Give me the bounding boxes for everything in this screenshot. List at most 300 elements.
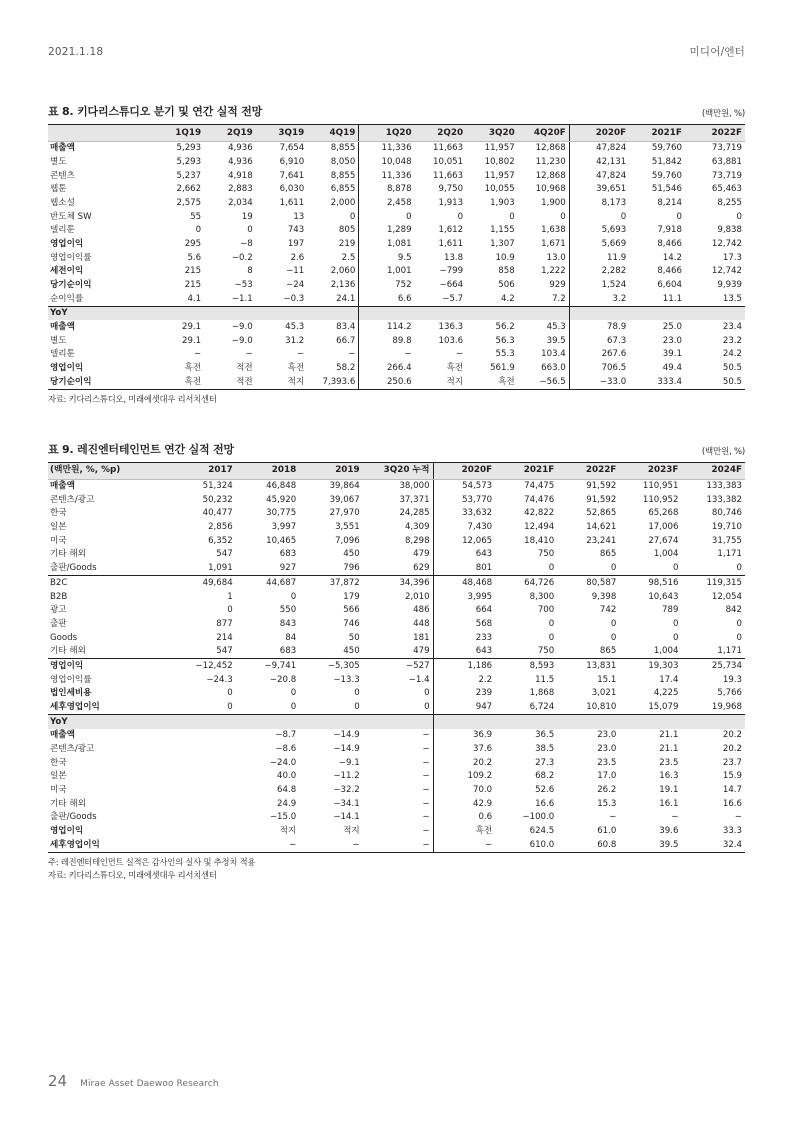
table-cell: 59,760 — [651, 143, 682, 154]
table-cell: 2.2 — [433, 673, 495, 687]
col-header: 4Q20F — [518, 125, 570, 142]
table-cell: 적지 — [279, 825, 297, 836]
table-cell: 1,611 — [438, 239, 464, 250]
table8-head — [48, 125, 745, 142]
table-cell: − — [363, 838, 433, 852]
table-cell: 19 — [241, 211, 253, 222]
table-cell: 91,592 — [586, 494, 617, 505]
table-cell: 48,468 — [433, 576, 495, 590]
table-cell: 5,293 — [176, 143, 202, 154]
table-cell: 4.1 — [187, 293, 202, 304]
table-cell: 27,970 — [329, 508, 360, 519]
table-cell: 20.2 — [722, 743, 742, 754]
table-cell: 2,034 — [228, 198, 253, 208]
table-row — [48, 334, 745, 348]
table-cell: 73,719 — [711, 170, 742, 181]
col-header: 2021F — [495, 462, 557, 479]
table-cell: 865 — [557, 645, 619, 659]
table-cell: 적지 — [256, 375, 308, 389]
table-cell: 10,055 — [484, 184, 515, 195]
table-cell: 13.8 — [443, 252, 464, 263]
table-cell: 70.0 — [433, 783, 495, 797]
table-row — [48, 617, 745, 631]
table-cell: 19.1 — [659, 784, 679, 795]
row-label: 당기순이익 — [50, 280, 92, 291]
table-cell: 2,662 — [176, 184, 202, 195]
table-cell: 1,004 — [619, 645, 681, 659]
table9-header-row — [48, 462, 745, 479]
row-label: 웹소설 — [50, 198, 75, 208]
table-cell: 7,641 — [279, 170, 305, 181]
table-cell: 13.0 — [546, 252, 566, 263]
table-row — [48, 590, 745, 604]
table-cell: 19.3 — [722, 674, 742, 685]
table-cell — [172, 756, 235, 770]
table-cell: 23.2 — [722, 335, 742, 346]
table-cell: 16.6 — [535, 798, 555, 809]
table-cell: 1,524 — [569, 278, 629, 292]
table-cell: 333.4 — [629, 375, 685, 389]
table-cell: 9,750 — [438, 184, 464, 195]
table8-block — [48, 103, 745, 405]
table-cell: 8,173 — [569, 196, 629, 210]
table-cell: −5,305 — [327, 660, 360, 671]
row-label: 한국 — [50, 508, 67, 519]
row-label: 매출액 — [50, 481, 75, 492]
table-cell: 0 — [672, 618, 679, 629]
table-cell: 110,952 — [642, 494, 679, 505]
table-cell: 109.2 — [433, 770, 495, 784]
table-cell: 6,030 — [279, 184, 305, 195]
table-cell: 0 — [349, 211, 356, 222]
table-cell: − — [245, 349, 253, 360]
table-cell: 12,868 — [535, 143, 566, 154]
table-cell: 20.2 — [433, 756, 495, 770]
table-cell: 448 — [413, 618, 430, 629]
table-cell: −100.0 — [522, 812, 555, 823]
yoy-band-cell — [256, 306, 308, 320]
table9 — [48, 462, 745, 853]
table-cell: 8,300 — [529, 591, 555, 602]
col-header: 3Q20 누적 — [363, 462, 433, 479]
table-cell: − — [422, 757, 430, 768]
table8-caption-row — [48, 103, 745, 119]
page-footer — [48, 1072, 219, 1090]
table-cell: 80,587 — [586, 577, 617, 588]
table-cell: 23.0 — [597, 730, 617, 741]
table-cell: 0 — [457, 211, 464, 222]
table-cell: −1.4 — [408, 674, 430, 685]
row-label: 법인세비용 — [50, 688, 92, 699]
table-cell: 1,903 — [490, 198, 515, 208]
table-cell: 18,410 — [524, 535, 555, 546]
table-cell: 506 — [498, 280, 515, 291]
table-cell: 486 — [413, 605, 430, 616]
table-cell: 683 — [236, 645, 299, 659]
table-cell: 흑전 — [433, 824, 495, 838]
table-cell: 65,268 — [648, 508, 679, 519]
table-row — [48, 348, 745, 362]
table-cell: 10,810 — [586, 701, 617, 712]
table-cell: 0 — [681, 562, 745, 576]
table-cell: 23,241 — [586, 535, 617, 546]
table-cell: 743 — [287, 225, 305, 236]
table-cell: 750 — [537, 549, 555, 560]
table-cell: 63,881 — [711, 156, 742, 167]
table9-head — [48, 462, 745, 479]
table-cell: 566 — [343, 605, 360, 616]
table-cell: − — [455, 349, 464, 360]
table-cell: 0 — [424, 701, 430, 712]
table-cell: − — [422, 798, 430, 809]
table-cell: 52,865 — [586, 508, 617, 519]
table-cell: 8,466 — [657, 266, 682, 277]
table-cell: 547 — [172, 645, 235, 659]
table-cell: 0 — [676, 211, 682, 222]
col-header: 2021F — [629, 125, 685, 142]
row-label: 영업이익 — [50, 363, 84, 374]
table-row — [48, 375, 745, 389]
table-cell: 흑전 — [446, 363, 464, 374]
table-cell: 흑전 — [153, 375, 205, 389]
table-cell: −13.3 — [333, 674, 360, 685]
table-row — [48, 196, 745, 210]
table-row — [48, 659, 745, 673]
table-cell: 11.9 — [569, 251, 629, 265]
table-row — [48, 548, 745, 562]
table-row — [48, 534, 745, 548]
table-cell: 17.0 — [597, 771, 617, 782]
table-cell: 30,775 — [266, 508, 297, 519]
table-row — [48, 521, 745, 535]
yoy-band-cell — [153, 306, 205, 320]
table-cell: 14.7 — [722, 784, 742, 795]
table-cell: 7,430 — [433, 521, 495, 535]
table-cell: 12,065 — [433, 534, 495, 548]
table-cell: − — [297, 349, 305, 360]
table-cell: 1,081 — [359, 237, 415, 251]
table-cell: −8.6 — [275, 743, 297, 754]
yoy-band-row — [48, 714, 745, 728]
table-cell: 2,575 — [176, 198, 202, 208]
table-row — [48, 169, 745, 183]
table-cell: 700 — [537, 605, 555, 616]
table-row — [48, 224, 745, 238]
table-cell: −24.0 — [269, 757, 297, 768]
table-cell: 0 — [610, 632, 617, 643]
table-cell: − — [299, 838, 362, 852]
row-label: 콘텐츠/광고 — [50, 494, 95, 505]
table-cell: 2,136 — [330, 280, 356, 291]
table-cell: −56.5 — [518, 375, 570, 389]
table-cell: 9,398 — [591, 591, 617, 602]
table-cell: 796 — [299, 562, 362, 576]
table-cell: 5,766 — [717, 688, 742, 699]
table-cell: 0 — [560, 211, 566, 222]
table-cell: 179 — [343, 591, 360, 602]
table-row — [48, 742, 745, 756]
table-cell: 15.3 — [597, 798, 617, 809]
table-cell: 10,051 — [433, 156, 464, 167]
table8 — [48, 124, 745, 390]
table-cell: 5,669 — [569, 237, 629, 251]
table-cell: 103.6 — [438, 335, 464, 346]
table-cell: 8,855 — [330, 143, 356, 154]
table-cell: 6,855 — [330, 184, 356, 195]
table-cell: 1,171 — [717, 549, 742, 560]
table-row — [48, 292, 745, 306]
row-label: 영업이익률 — [50, 252, 92, 263]
table-row — [48, 673, 745, 687]
table-cell: 3,551 — [335, 522, 360, 533]
yoy-band-cell — [204, 306, 256, 320]
table-cell: 51,842 — [651, 156, 682, 167]
table-cell — [172, 824, 235, 838]
table-cell: 54,573 — [433, 479, 495, 493]
table-cell: 29.1 — [181, 322, 202, 333]
table-cell: 663.0 — [541, 363, 566, 374]
table-cell: 295 — [184, 239, 202, 250]
table-cell: 0 — [227, 688, 233, 699]
table9-note: 주: 레진엔터테인먼트 실적은 감사인의 실사 및 추정치 적용 — [48, 856, 256, 867]
table-cell: 10,802 — [484, 156, 515, 167]
table-cell: −8.7 — [275, 730, 297, 741]
table-cell: 0 — [290, 591, 297, 602]
col-header: 2019 — [299, 462, 362, 479]
table-cell: 842 — [725, 605, 742, 616]
table-cell: 8,298 — [404, 535, 430, 546]
table-cell: 103.4 — [541, 349, 566, 360]
yoy-band-cell — [681, 714, 745, 728]
col-header: 2020F — [433, 462, 495, 479]
table-cell: −9.0 — [231, 335, 253, 346]
col-header: 2024F — [681, 462, 745, 479]
table-cell: 39.5 — [546, 335, 566, 346]
table-cell: 0 — [227, 701, 233, 712]
table-cell: 47,824 — [569, 169, 629, 183]
table-cell: 789 — [662, 605, 679, 616]
table-cell: 1,900 — [541, 198, 566, 208]
row-label: 반도체 SW — [50, 211, 92, 222]
table-cell: 59,760 — [651, 170, 682, 181]
table-cell: 0 — [548, 618, 555, 629]
table-cell: 19,303 — [648, 660, 679, 671]
table-cell: −15.0 — [269, 812, 297, 823]
row-label: 미국 — [50, 535, 67, 546]
table-cell: 8,466 — [657, 239, 682, 250]
table-cell: 629 — [363, 562, 433, 576]
table-cell: 80,746 — [711, 508, 742, 519]
yoy-band-cell — [495, 714, 557, 728]
row-label: 영업이익 — [50, 239, 84, 250]
table-cell: 15.9 — [722, 771, 742, 782]
table-cell: 47,824 — [569, 141, 629, 155]
table-cell: − — [433, 838, 495, 852]
table-cell: 0 — [290, 701, 297, 712]
table-cell: 91,592 — [586, 481, 617, 492]
table-cell: 0 — [359, 210, 415, 224]
table-row — [48, 183, 745, 197]
table-cell: 2,883 — [228, 184, 253, 195]
row-label: 일본 — [50, 771, 67, 782]
table-cell — [172, 729, 235, 743]
table-cell: 0 — [736, 632, 742, 643]
table-cell: −9.1 — [338, 757, 360, 768]
yoy-band-cell — [619, 714, 681, 728]
table-cell: 61.0 — [597, 825, 617, 836]
table-cell: 929 — [549, 280, 566, 291]
table-cell: 0 — [672, 632, 679, 643]
table-cell: 29.1 — [181, 335, 202, 346]
col-header: 4Q19 — [307, 125, 359, 142]
table-row — [48, 811, 745, 825]
table-cell: 752 — [359, 278, 415, 292]
table-row — [48, 210, 745, 224]
table-cell: 23.5 — [659, 757, 679, 768]
table-cell: 12,494 — [524, 522, 555, 533]
table-cell: 적전 — [236, 363, 253, 374]
table-cell: 4,936 — [228, 143, 253, 154]
table-cell: 11,336 — [359, 141, 415, 155]
table-cell: 250.6 — [359, 375, 415, 389]
table-row — [48, 700, 745, 714]
row-label: 델리툰 — [50, 349, 75, 360]
yoy-band-cell — [629, 306, 685, 320]
row-label: 콘텐츠/광고 — [50, 743, 95, 754]
table-cell: 50,232 — [202, 494, 233, 505]
table-cell: −0.3 — [283, 293, 305, 304]
table-cell: 1,091 — [172, 562, 235, 576]
col-header — [48, 125, 153, 142]
table-cell: 4,936 — [228, 156, 253, 167]
table-cell: 10,048 — [359, 155, 415, 169]
row-label: 별도 — [50, 335, 67, 346]
table-cell — [172, 811, 235, 825]
table9-block — [48, 441, 745, 881]
table-cell: 1,611 — [279, 198, 305, 208]
row-label: 출판/Goods — [50, 812, 97, 823]
table-cell: 23.7 — [722, 757, 742, 768]
row-label: 매출액 — [50, 143, 75, 154]
table-cell: 98,516 — [648, 577, 679, 588]
table-cell: 7,918 — [657, 225, 682, 236]
table-cell: 8 — [247, 266, 253, 277]
table-cell: 10,643 — [648, 591, 679, 602]
table-cell: 2,000 — [330, 198, 356, 208]
table-cell: 11.1 — [662, 293, 682, 304]
row-label: 당기순이익 — [48, 375, 153, 389]
table-cell: 479 — [413, 549, 430, 560]
table-cell: 214 — [216, 632, 233, 643]
row-label: 세후영업이익 — [48, 838, 172, 852]
table-cell: − — [348, 349, 356, 360]
row-label: 콘텐츠 — [50, 170, 75, 181]
table-cell: 11,957 — [484, 170, 515, 181]
table-cell: 38,000 — [399, 481, 430, 492]
table-cell: −527 — [405, 660, 430, 671]
table-cell: 24.2 — [722, 349, 742, 360]
table-cell: 7,393.6 — [307, 375, 359, 389]
table-cell: 9.5 — [359, 251, 415, 265]
table-cell: 197 — [287, 239, 305, 250]
table-cell: 450 — [299, 645, 362, 659]
page-number: 24 — [48, 1072, 68, 1090]
table-cell: 14,621 — [586, 522, 617, 533]
table-cell: 1 — [227, 591, 233, 602]
table-cell: 6.6 — [359, 292, 415, 306]
table-cell: − — [734, 812, 742, 823]
table-cell: 흑전 — [184, 363, 202, 374]
table-cell: 65,463 — [711, 184, 742, 195]
table-cell: 10.9 — [495, 252, 515, 263]
col-header: 2023F — [619, 462, 681, 479]
table-cell: 적지 — [343, 825, 360, 836]
row-label: 기타 해외 — [48, 645, 172, 659]
table-cell: 1,004 — [653, 549, 679, 560]
table9-unit: (백만원, %) — [701, 446, 745, 457]
table-cell: 6,724 — [529, 701, 555, 712]
table-cell: 2,856 — [208, 522, 233, 533]
table-row — [48, 838, 745, 852]
report-sector: 미디어/엔터 — [689, 46, 745, 58]
table-cell: −0.2 — [231, 252, 253, 263]
table-cell: − — [671, 812, 679, 823]
table-cell: 23.0 — [597, 743, 617, 754]
table-cell: 561.9 — [490, 363, 515, 374]
table-cell: 44,687 — [266, 577, 297, 588]
table-cell: 133,383 — [706, 481, 742, 492]
table-row — [48, 576, 745, 590]
table-cell: 15.1 — [597, 674, 617, 685]
table-cell: 78.9 — [569, 320, 629, 334]
table-cell: − — [422, 825, 430, 836]
table-cell: 1,612 — [438, 225, 464, 236]
table-cell — [172, 742, 235, 756]
table-cell: 37,371 — [399, 494, 430, 505]
table-cell: 67.3 — [569, 334, 629, 348]
table-cell: 0 — [290, 688, 297, 699]
table-cell: 8,050 — [330, 156, 356, 167]
table-cell: 적전 — [204, 375, 256, 389]
table-row — [48, 797, 745, 811]
table-cell: 45.3 — [546, 322, 566, 333]
table-cell: 0 — [610, 618, 617, 629]
table-cell: 64.8 — [277, 784, 297, 795]
table-cell: 0 — [424, 688, 430, 699]
row-label: 영업이익 — [50, 660, 84, 671]
table-cell: 66.7 — [336, 335, 356, 346]
table-cell: 17,006 — [648, 522, 679, 533]
table-row — [48, 278, 745, 292]
row-label: 일본 — [50, 522, 67, 533]
row-label: 출판 — [50, 618, 67, 629]
table-cell: 11,663 — [433, 143, 464, 154]
table-row — [48, 361, 745, 375]
table-cell: 865 — [599, 549, 617, 560]
table-cell: 6,604 — [657, 280, 682, 291]
table-cell: −34.1 — [333, 798, 360, 809]
table-row — [48, 631, 745, 645]
table-cell: 45,920 — [266, 494, 297, 505]
table-cell: 23.5 — [597, 757, 617, 768]
table-cell: 947 — [433, 700, 495, 714]
table-cell: 239 — [433, 687, 495, 701]
table-cell: 0 — [495, 562, 557, 576]
table-cell: 3.2 — [569, 292, 629, 306]
table-cell: 25.0 — [662, 322, 682, 333]
table-cell: 73,719 — [711, 143, 742, 154]
table-cell: −12,452 — [195, 660, 233, 671]
